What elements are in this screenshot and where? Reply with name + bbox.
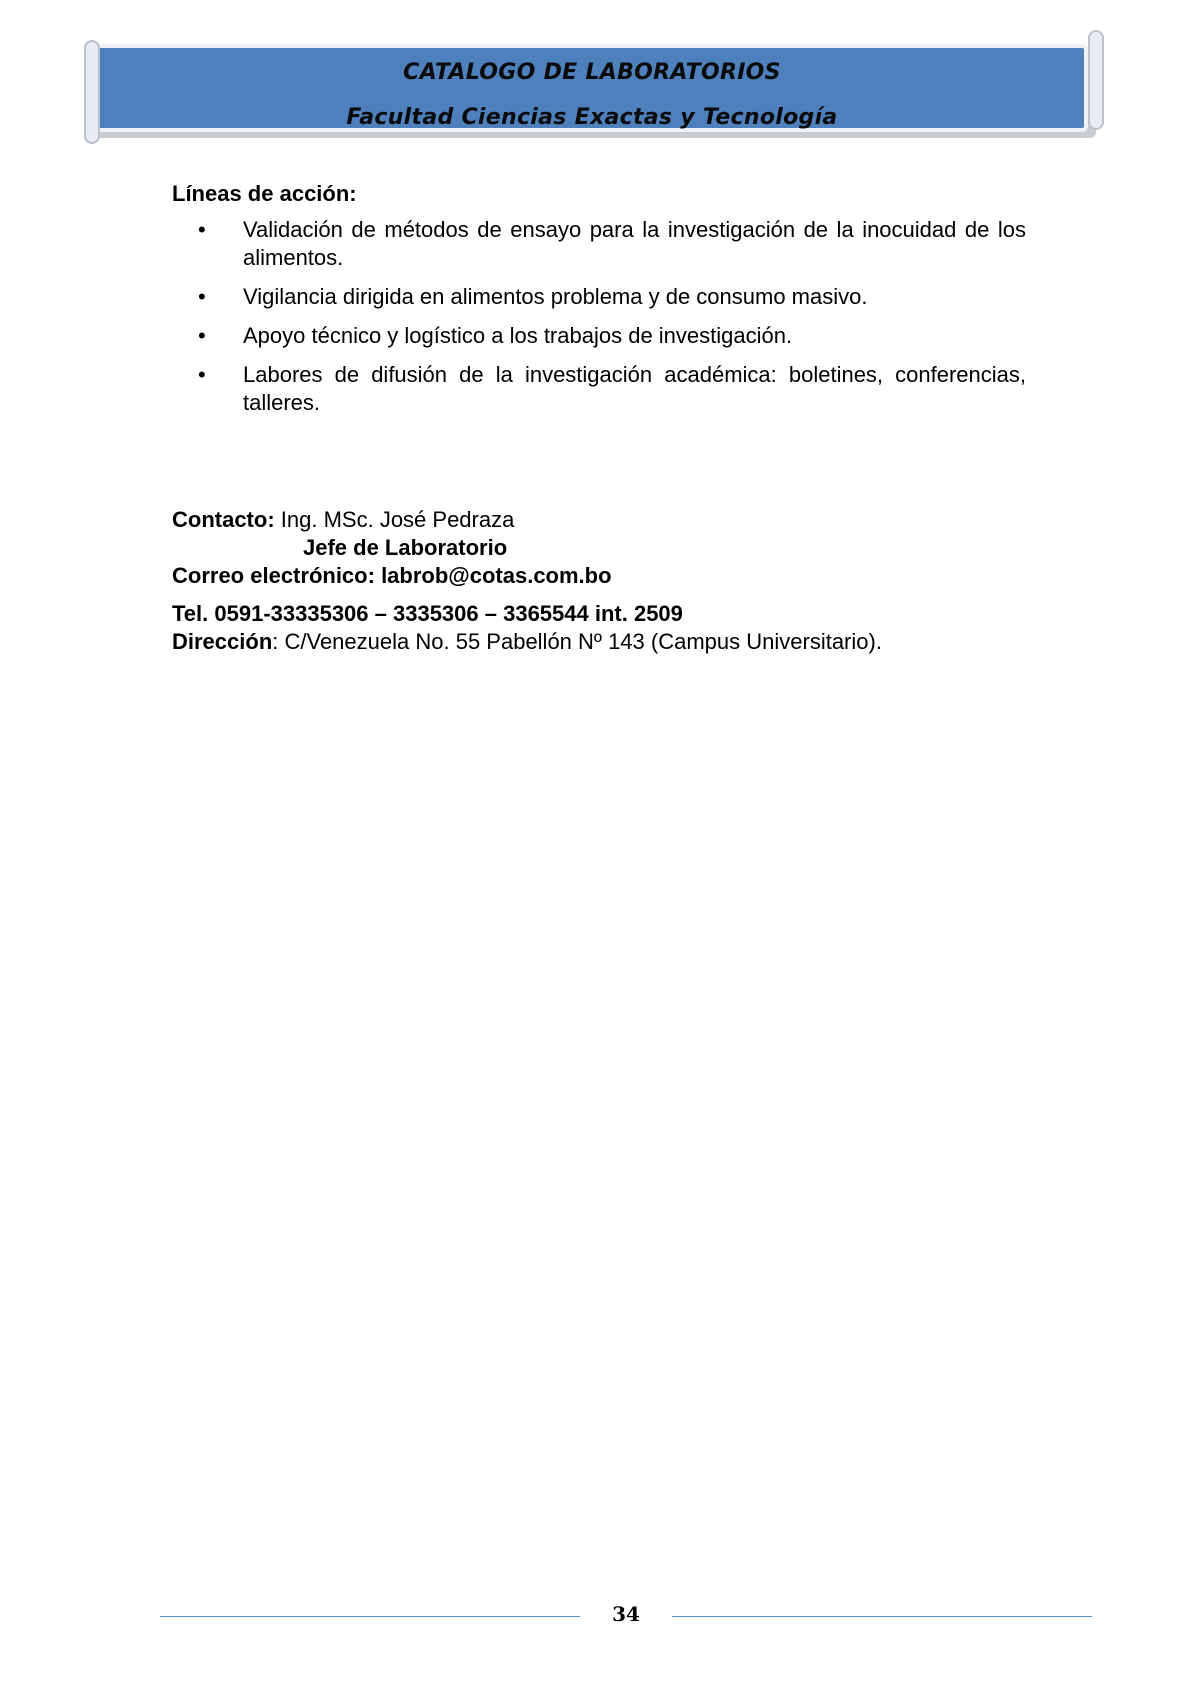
- action-text: Validación de métodos de ensayo para la investigación de la inocuidad de los alimentos.: [243, 217, 1026, 270]
- bullet-icon: •: [198, 217, 206, 242]
- phone-line: Tel. 0591-33335306 – 3335306 – 3365544 int. 2509: [172, 601, 683, 626]
- actions-heading: Líneas de acción:: [172, 181, 357, 206]
- contact-name: Ing. MSc. José Pedraza: [280, 507, 515, 532]
- faculty-title: Facultad Ciencias Exactas y Tecnología: [346, 105, 838, 130]
- catalog-title: CATALOGO DE LABORATORIOS: [403, 60, 781, 85]
- action-text: Labores de difusión de la investigación académica: boletines, conferencias, talleres.: [243, 362, 1026, 415]
- contact-label: Contacto:: [172, 507, 275, 532]
- scroll-right-curl: [1088, 30, 1104, 130]
- footer-rule-right: [672, 1616, 1092, 1617]
- actions-list: [172, 216, 1026, 417]
- address-value: : C/Venezuela No. 55 Pabellón Nº 143 (Campus Universitario).: [272, 629, 882, 654]
- page-number: 34: [612, 1602, 640, 1626]
- actions-section: [172, 180, 1026, 428]
- address-label: Dirección: [172, 629, 273, 654]
- bullet-icon: •: [198, 362, 206, 387]
- bullet-icon: •: [198, 323, 206, 348]
- list-item: [172, 322, 1026, 350]
- email-label: Correo electrónico:: [172, 563, 375, 588]
- action-text: Vigilancia dirigida en alimentos problema y de consumo masivo.: [243, 284, 868, 309]
- banner-scroll: [88, 44, 1088, 132]
- bullet-icon: •: [198, 284, 206, 309]
- address-row: [172, 628, 1026, 656]
- list-item: [172, 216, 1026, 272]
- list-item: [172, 361, 1026, 417]
- email-row: [172, 562, 1026, 590]
- header-banner: [88, 44, 1096, 136]
- contact-role: Jefe de Laboratorio: [303, 535, 508, 560]
- footer-rule-left: [160, 1616, 580, 1617]
- scroll-left-curl: [84, 40, 100, 144]
- list-item: [172, 283, 1026, 311]
- action-text: Apoyo técnico y logístico a los trabajos de investigación.: [243, 323, 793, 348]
- contact-row: [172, 506, 1026, 534]
- contact-section: [172, 506, 1026, 656]
- email-value: labrob@cotas.com.bo: [381, 563, 612, 588]
